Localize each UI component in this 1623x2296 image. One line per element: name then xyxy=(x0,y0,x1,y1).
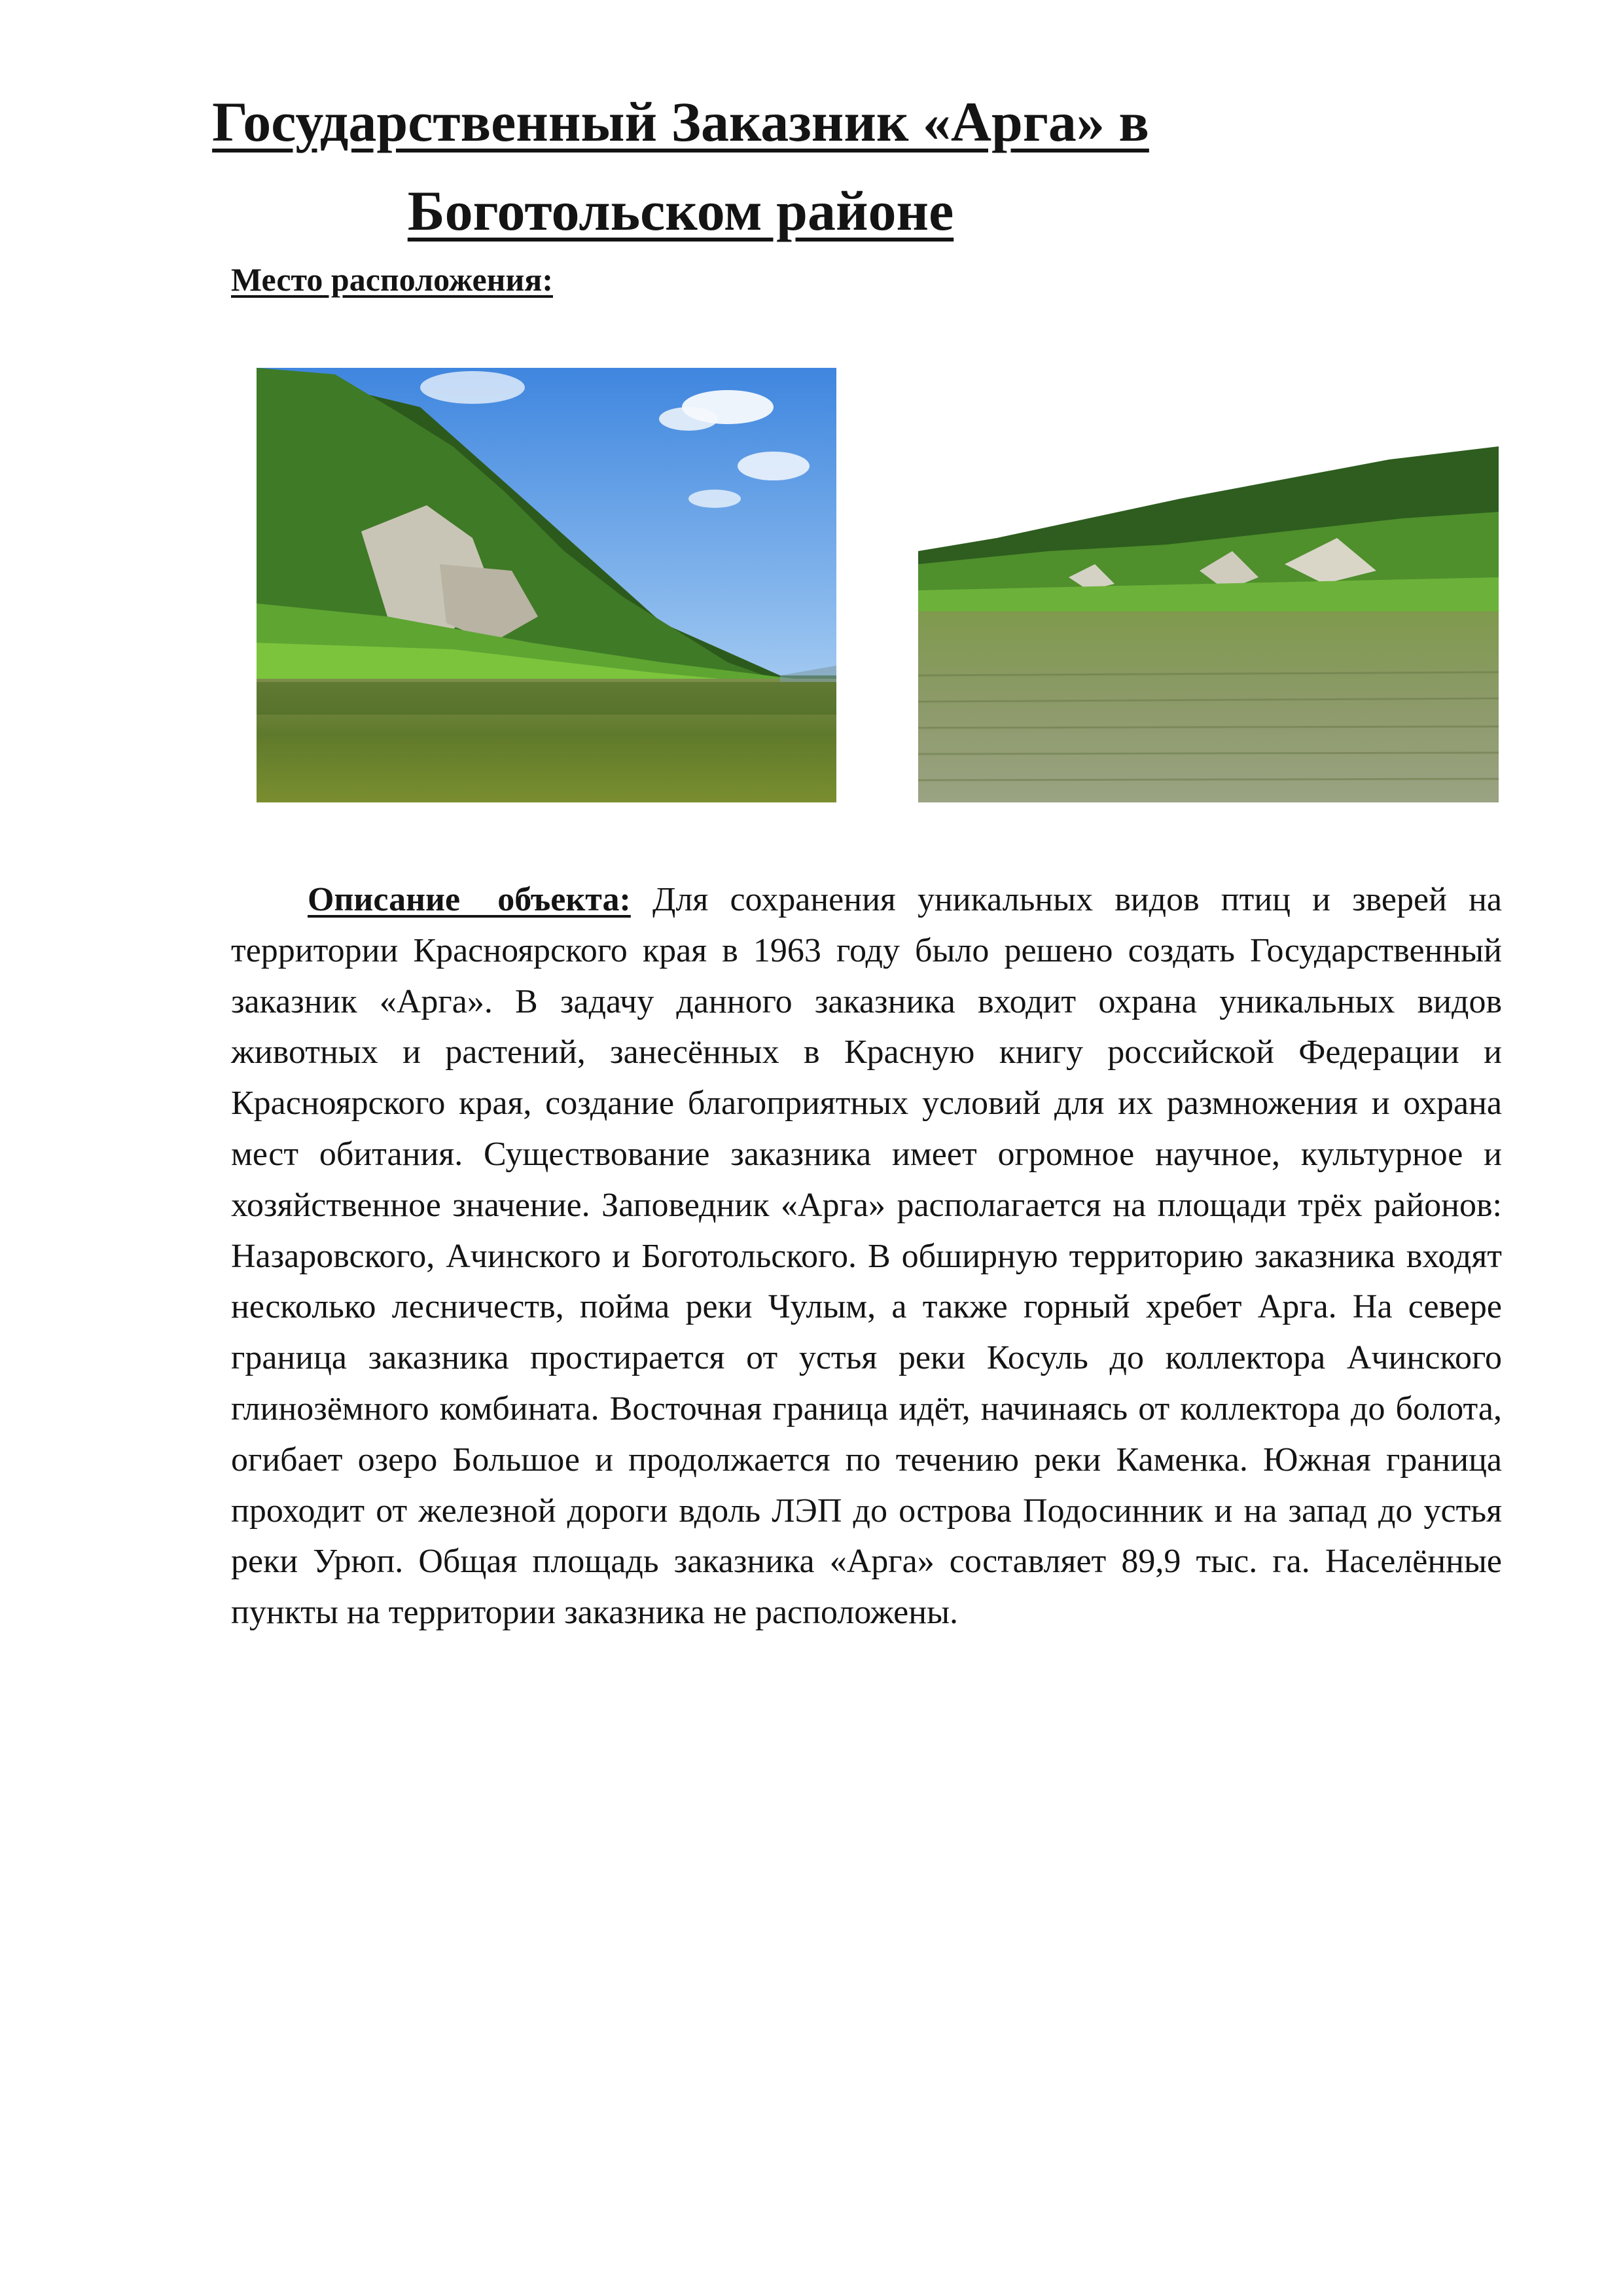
description-text: Для сохранения уникальных видов птиц и зверей на территории Красноярского края в 1963 году было решено создать Государственный заказник «Арга». В задачу данного заказника входит охрана уникальных видов животных и растений, занесённых в Красную книгу российской Федерации и Красноярского края, создание благоприятных условий для их размножения и охрана мест обитания. Существование заказника имеет огромное научное, культурное и хозяйственное значение. Заповедник «Арга» располагается на площади трёх районов: Назаровского, Ачинского и Боготольского. В обширную территорию заказника входят несколько лесничеств, пойма реки Чулым, а также горный хребет Арга. На севере граница заказника простирается от устья реки Косуль до коллектора Ачинского глинозёмного комбината. Восточная граница идёт, начинаясь от коллектора до болота, огибает озеро Большое и продолжается по течению реки Каменка. Южная граница проходит от железной дороги вдоль ЛЭП до острова Подосинник и на запад до устья реки Урюп. Общая площадь заказника «Арга» составляет 89,9 тыс. га. Населённые пункты на территории заказника не расположены. xyxy=(231,881,1502,1632)
page-title: Государственный Заказник «Арга» в Боготольском районе xyxy=(212,90,1149,242)
location-heading: Место расположения: xyxy=(231,261,553,298)
description-lead: Описание объекта: xyxy=(308,881,631,918)
river-cliff-forest-photo xyxy=(257,368,836,802)
object-description xyxy=(231,874,1502,1638)
river-wide-view-photo xyxy=(918,368,1499,802)
